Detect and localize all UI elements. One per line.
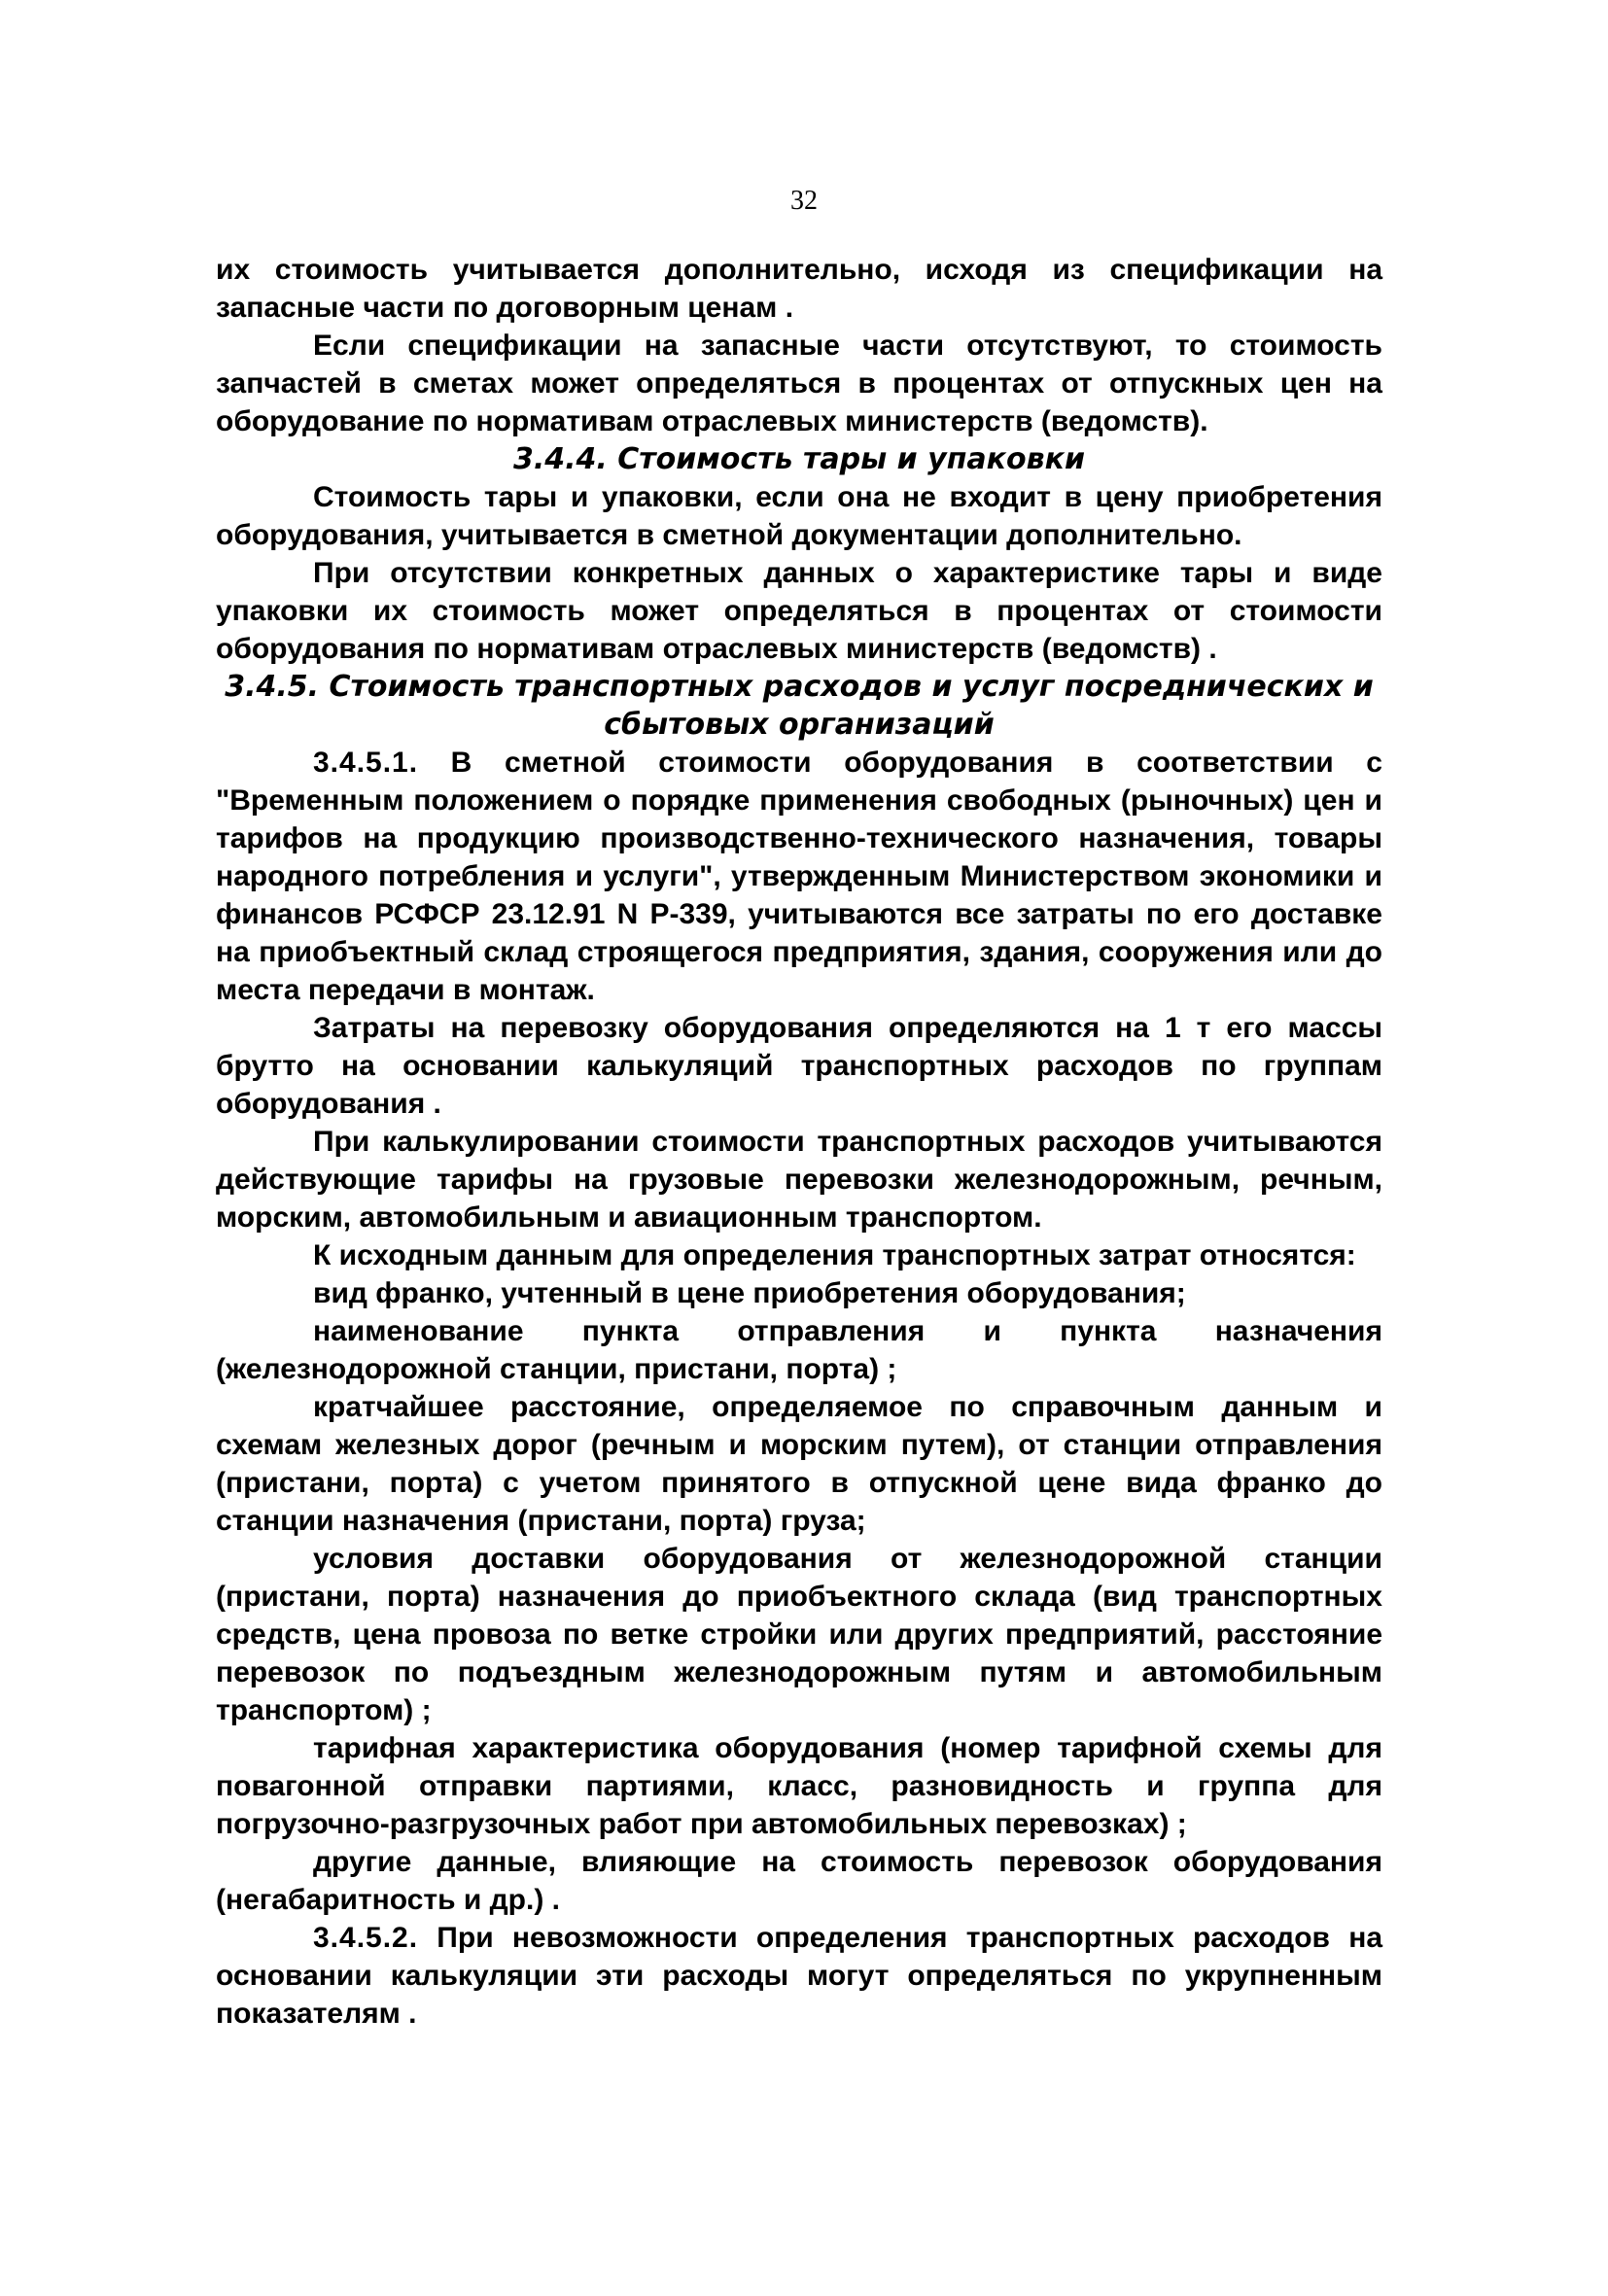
paragraph: К исходным данным для определения транспортных затрат относятся: (313, 1239, 1356, 1271)
clause-3-4-5-1 (216, 744, 1382, 1009)
list-item: вид франко, учтенный в цене приобретения оборудования; (313, 1277, 1186, 1309)
clause-number: 3.4.5.2. (313, 1922, 419, 1954)
paragraph: Затраты на перевозку оборудования определяются на 1 т его массы брутто на основании калькуляций транспортных расходов по группам оборудования . (216, 1012, 1382, 1120)
page-number: 32 (790, 186, 818, 216)
list-item: кратчайшее расстояние, определяемое по справочным данным и схемам железных дорог (речным и морским путем), от станции отправления (пристани, порта) с учетом принятого в отпускной цене вида франко до станции назначения (пристани, порта) груза; (216, 1391, 1382, 1537)
clause-3-4-5-2 (216, 1919, 1382, 2033)
document-body (216, 251, 1382, 2033)
list-item: другие данные, влияющие на стоимость перевозок оборудования (негабаритность и др.) . (216, 1846, 1382, 1916)
list-item: наименование пункта отправления и пункта назначения (железнодорожной станции, пристани, порта) ; (216, 1315, 1382, 1385)
clause-number: 3.4.5.1. (313, 747, 419, 779)
list-item: условия доставки оборудования от железнодорожной станции (пристани, порта) назначения до приобъектного склада (вид транспортных средств, цена провоза по ветке стройки или других предприятий, расстояние перевозок по подъездным железнодорожным путям и автомобильным транспортом) ; (216, 1543, 1382, 1726)
clause-text: В сметной стоимости оборудования в соответствии с "Временным положением о порядке применения свободных (рыночных) цен и тарифов на продукцию производственно-технического назначения, товары народного потребления и услуги", утвержденным Министерством экономики и финансов РСФСР 23.12.91 N Р-339, учитываются все затраты по его доставке на приобъектный склад строящегося предприятия, здания, сооружения или до места передачи в монтаж. (216, 747, 1382, 1006)
list-item: тарифная характеристика оборудования (номер тарифной схемы для повагонной отправки партиями, класс, разновидность и группа для погрузочно-разгрузочных работ при автомобильных перевозках) ; (216, 1732, 1382, 1840)
paragraph: При калькулировании стоимости транспортных расходов учитываются действующие тарифы на грузовые перевозки железнодорожным, речным, морским, автомобильным и авиационным транспортом. (216, 1126, 1382, 1234)
clause-text: При невозможности определения транспортных расходов на основании калькуляции эти расходы могут определяться по укрупненным показателям . (216, 1922, 1382, 2030)
paragraph: их стоимость учитывается дополнительно, исходя из спецификации на запасные части по договорным ценам . (216, 254, 1382, 324)
paragraph: Если спецификации на запасные части отсутствуют, то стоимость запчастей в сметах может определяться в процентах от отпускных цен на оборудование по нормативам отраслевых министерств (ведомств). (216, 330, 1382, 437)
section-heading-3-4-5: 3.4.5. Стоимость транспортных расходов и услуг посреднических и сбытовых организаций (225, 670, 1374, 742)
section-heading-3-4-4: 3.4.4. Стоимость тары и упаковки (512, 442, 1086, 476)
paragraph: При отсутствии конкретных данных о характеристике тары и виде упаковки их стоимость может определяться в процентах от стоимости оборудования по нормативам отраслевых министерств (ведомств) . (216, 557, 1382, 665)
paragraph: Стоимость тары и упаковки, если она не входит в цену приобретения оборудования, учитывается в сметной документации дополнительно. (216, 481, 1382, 551)
